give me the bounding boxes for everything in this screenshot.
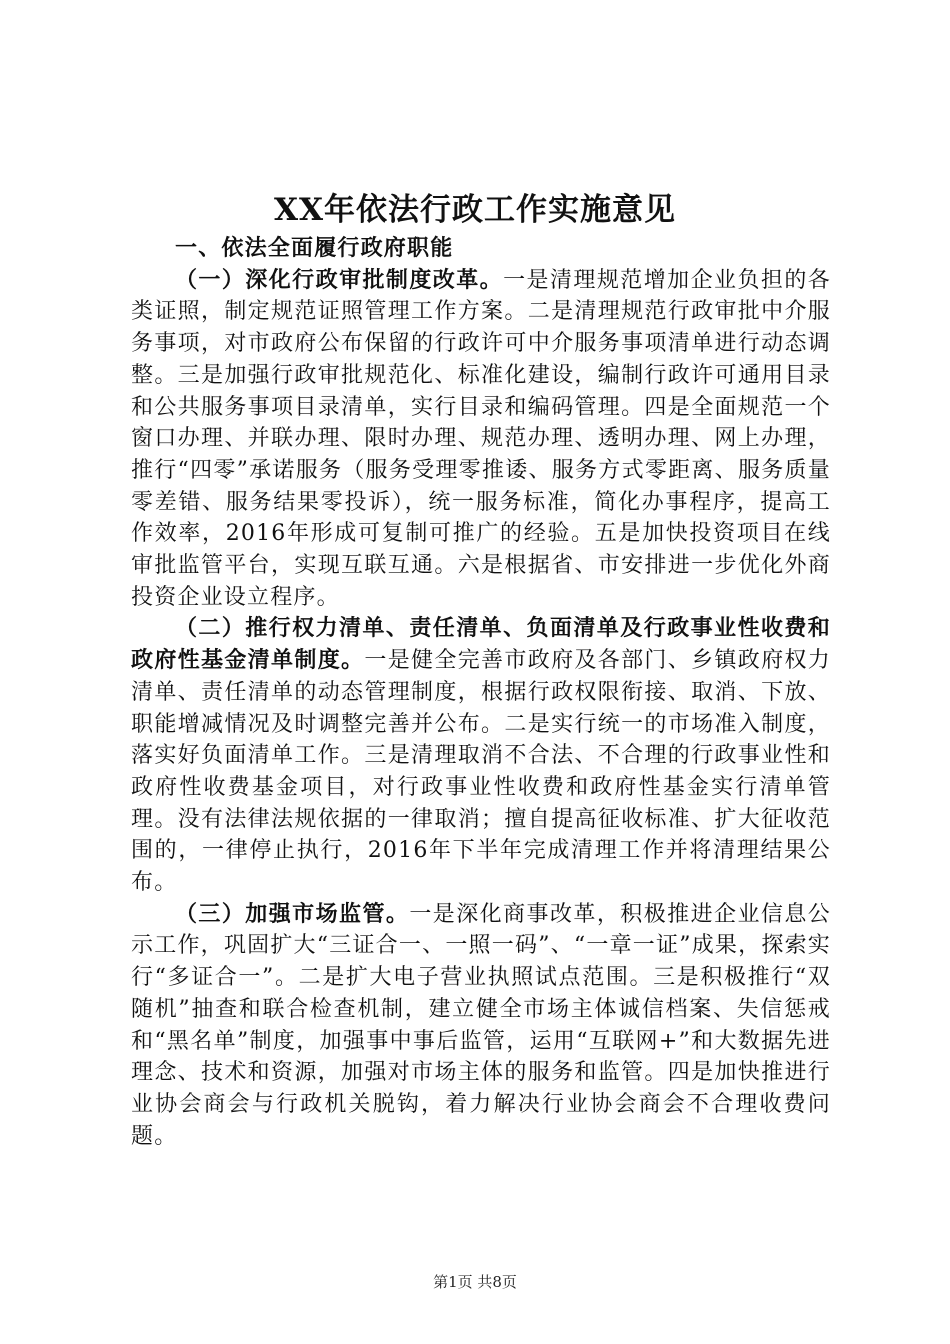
- page-footer: 第1页 共8页: [433, 1273, 517, 1291]
- paragraph-3-lead: （三）加强市场监管。: [175, 900, 410, 927]
- paragraph-2-body: 一是健全完善市政府及各部门、乡镇政府权力清单、责任清单的动态管理制度，根据行政权限衔接、取消、下放、职能增减情况及时调整完善并公布。二是实行统一的市场准入制度，落实好负面清单工作。三是清理取消不合法、不合理的行政事业性和政府性收费基金项目，对行政事业性收费和政府性基金实行清单管理。没有法律法规依据的一律取消；擅自提高征收标准、扩大征收范围的，一律停止执行，2016年下半年完成清理工作并将清理结果公布。: [131, 648, 831, 896]
- paragraph-2: [131, 613, 831, 898]
- document-title: XX年依法行政工作实施意见: [273, 192, 677, 228]
- paragraph-1-body: 一是清理规范增加企业负担的各类证照，制定规范证照管理工作方案。二是清理规范行政审批中介服务事项，对市政府公布保留的行政许可中介服务事项清单进行动态调整。三是加强行政审批规范化、标准化建设，编制行政许可通用目录和公共服务事项目录清单，实行目录和编码管理。四是全面规范一个窗口办理、并联办理、限时办理、规范办理、透明办理、网上办理，推行“四零”承诺服务（服务受理零推诿、服务方式零距离、服务质量零差错、服务结果零投诉），统一服务标准，简化办事程序，提高工作效率，2016年形成可复制可推广的经验。五是加快投资项目在线审批监管平台，实现互联互通。六是根据省、市安排进一步优化外商投资企业设立程序。: [131, 267, 831, 610]
- paragraph-1: [131, 265, 831, 614]
- section-heading: 一、依法全面履行政府职能: [175, 235, 454, 261]
- paragraph-1-lead: （一）深化行政审批制度改革。: [175, 266, 504, 293]
- document-body: [131, 233, 831, 1152]
- paragraph-2-lead: （二）推行权力清单、责任清单、负面清单及行政事业性收费和政府性基金清单制度。: [131, 615, 831, 674]
- paragraph-3-body: 一是深化商事改革，积极推进企业信息公示工作，巩固扩大“三证合一、一照一码”、“一章一证”成果，探索实行“多证合一”。二是扩大电子营业执照试点范围。三是积极推行“双随机”抽查和联合检查机制，建立健全市场主体诚信档案、失信惩戒和“黑名单”制度，加强事中事后监管，运用“互联网+”和大数据先进理念、技术和资源，加强对市场主体的服务和监管。四是加快推进行业协会商会与行政机关脱钩，着力解决行业协会商会不合理收费问题。: [131, 901, 831, 1149]
- paragraph-3: [131, 899, 831, 1153]
